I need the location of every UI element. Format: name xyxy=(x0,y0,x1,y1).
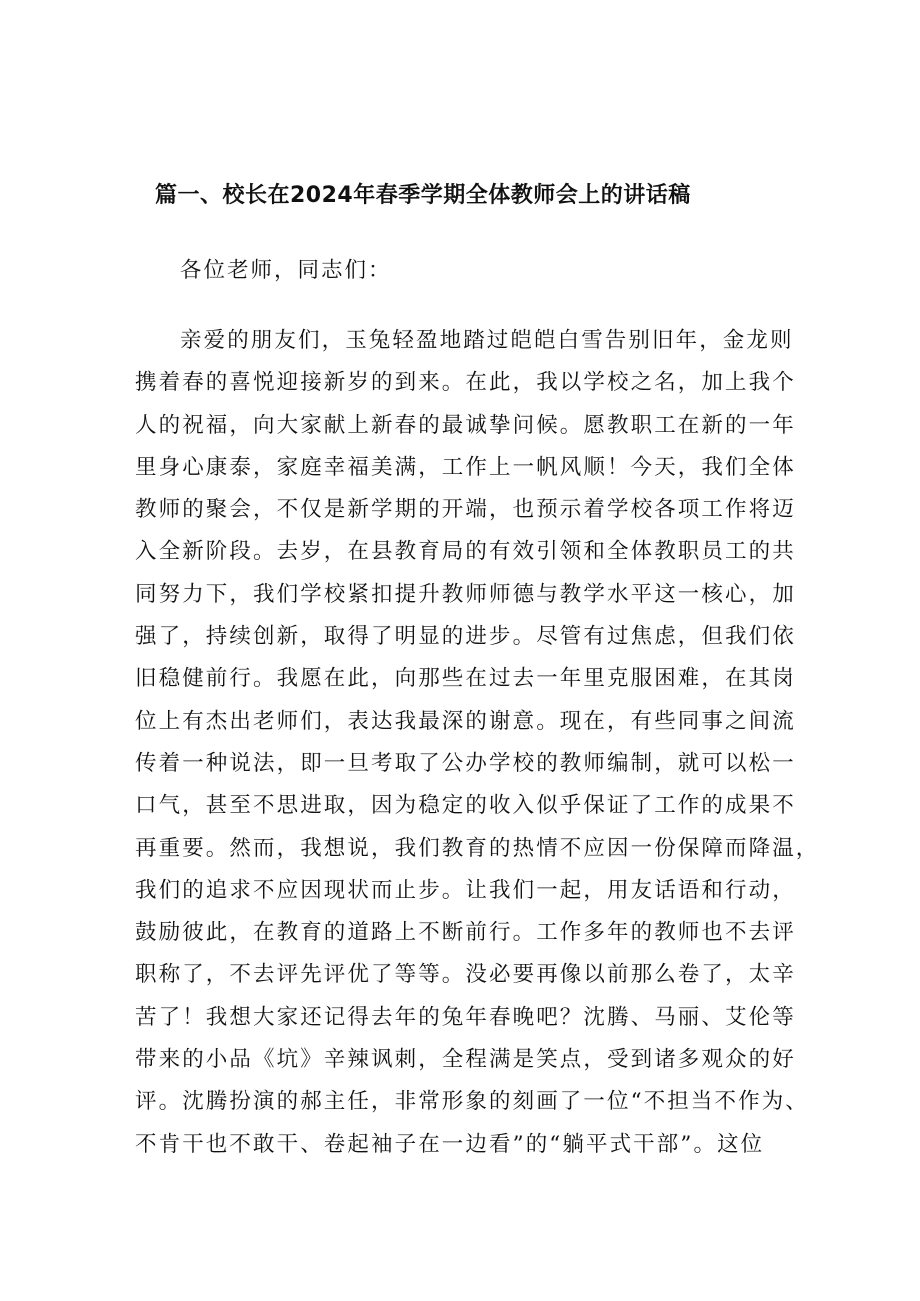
body-line: 同努力下，我们学校紧扣提升教师师德与教学水平这一核心，加 xyxy=(135,581,796,607)
body-line: 评。沈腾扮演的郝主任，非常形象的刻画了一位“不担当不作为、 xyxy=(135,1089,809,1115)
body-line: 位上有杰出老师们，表达我最深的谢意。现在，有些同事之间流 xyxy=(135,708,796,734)
body-line: 里身心康泰，家庭幸福美满，工作上一帆风顺！今天，我们全体 xyxy=(135,454,796,480)
greeting-line: 各位老师，同志们： xyxy=(180,258,392,283)
body-line: 入全新阶段。去岁，在县教育局的有效引领和全体教职员工的共 xyxy=(135,539,796,565)
body-line: 传着一种说法，即一旦考取了公办学校的教师编制，就可以松一 xyxy=(135,750,796,776)
body-line: 人的祝福，向大家献上新春的最诚挚问候。愿教职工在新的一年 xyxy=(135,412,796,438)
document-title: 篇一、校长在2024年春季学期全体教师会上的讲话稿 xyxy=(155,183,691,208)
body-line: 不肯干也不敢干、卷起袖子在一边看”的“躺平式干部”。这位 xyxy=(135,1131,765,1157)
body-line: 再重要。然而，我想说，我们教育的热情不应因一份保障而降温， xyxy=(135,835,820,861)
body-line: 旧稳健前行。我愿在此，向那些在过去一年里克服困难，在其岗 xyxy=(135,666,796,692)
body-line: 鼓励彼此，在教育的道路上不断前行。工作多年的教师也不去评 xyxy=(135,920,796,946)
body-line: 带来的小品《坑》辛辣讽刺，全程满是笑点，受到诸多观众的好 xyxy=(135,1047,796,1073)
body-line: 亲爱的朋友们，玉兔轻盈地踏过皑皑白雪告别旧年，金龙则 xyxy=(180,328,794,353)
body-line: 教师的聚会，不仅是新学期的开端，也预示着学校各项工作将迈 xyxy=(135,497,796,523)
body-paragraph xyxy=(135,320,835,1166)
body-line: 我们的追求不应因现状而止步。让我们一起，用友话语和行动， xyxy=(135,877,796,903)
body-line: 强了，持续创新，取得了明显的进步。尽管有过焦虑，但我们依 xyxy=(135,624,796,650)
body-line: 口气，甚至不思进取，因为稳定的收入似乎保证了工作的成果不 xyxy=(135,793,796,819)
body-line: 携着春的喜悦迎接新岁的到来。在此，我以学校之名，加上我个 xyxy=(135,370,796,396)
body-line: 苦了！我想大家还记得去年的兔年春晚吧？沈腾、马丽、艾伦等 xyxy=(135,1004,796,1030)
body-line: 职称了，不去评先评优了等等。没必要再像以前那么卷了，太辛 xyxy=(135,962,796,988)
